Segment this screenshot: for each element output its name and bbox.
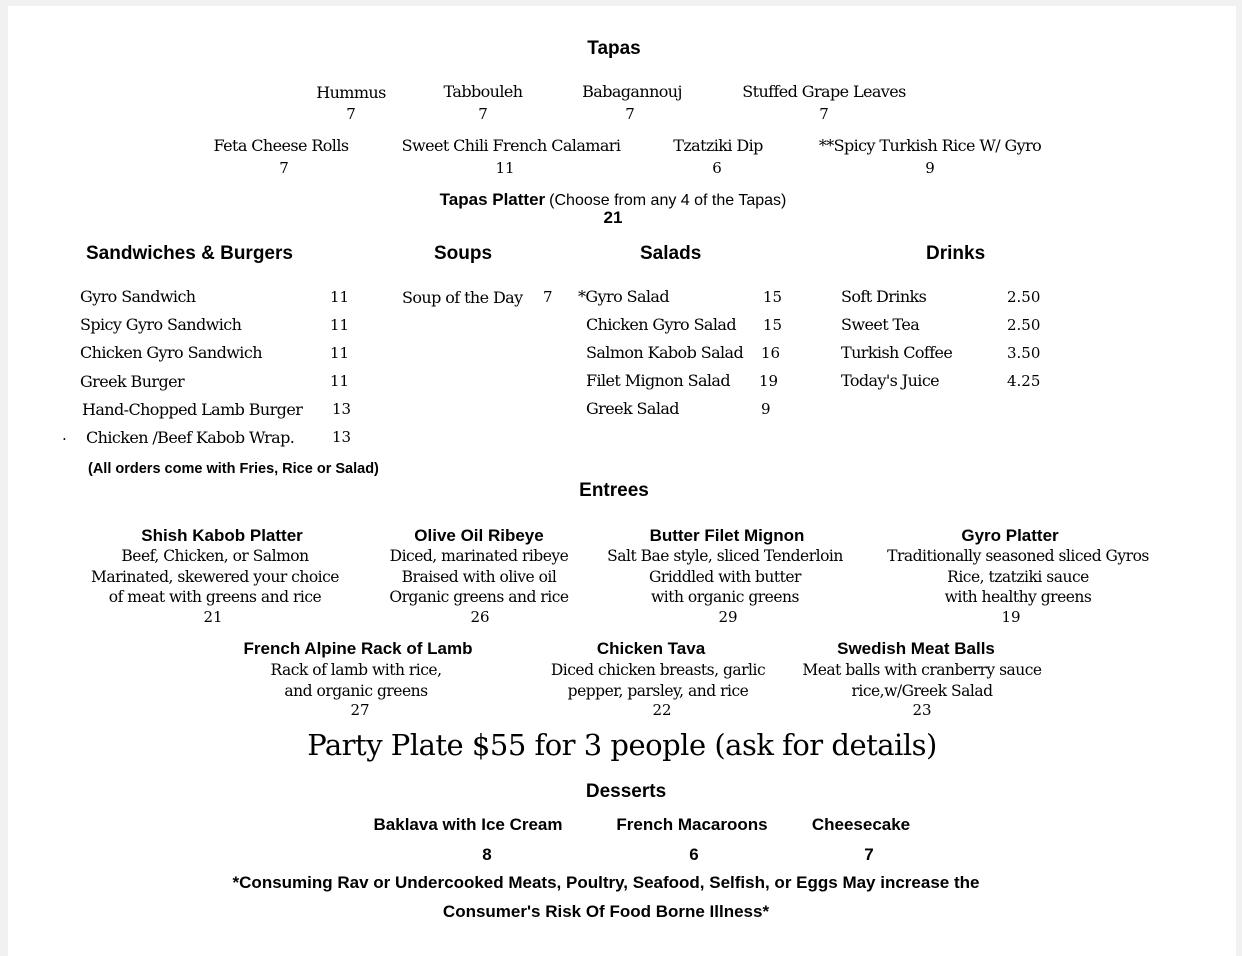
entree-description-line: Rack of lamb with rice, <box>270 661 442 679</box>
salad-item-name: Filet Mignon Salad <box>586 371 730 390</box>
tapas-title: Tapas <box>587 38 641 59</box>
entree-price: 27 <box>350 701 370 719</box>
tapas-item-price: 9 <box>925 159 935 177</box>
entree-description-line: Diced, marinated ribeye <box>389 547 569 565</box>
food-safety-disclaimer: *Consuming Rav or Undercooked Meats, Poultry, Seafood, Selfish, or Eggs May increase the <box>232 873 980 892</box>
tapas-item-name: Tabbouleh <box>443 82 523 101</box>
soup-item-name: Soup of the Day <box>402 288 523 307</box>
sandwich-item-name: Hand-Chopped Lamb Burger <box>82 400 303 419</box>
entree-price: 21 <box>203 608 223 626</box>
salad-item-price: 9 <box>761 400 771 418</box>
salad-item-name: *Gyro Salad <box>578 287 669 306</box>
entree-description-line: Meat balls with cranberry sauce <box>802 661 1042 679</box>
desserts-title: Desserts <box>585 781 667 802</box>
dessert-item-name: Baklava with Ice Cream <box>373 815 563 834</box>
food-safety-disclaimer: Consumer's Risk Of Food Borne Illness* <box>442 902 770 921</box>
salad-item-price: 15 <box>763 288 783 306</box>
entree-description <box>802 660 1041 701</box>
tapas-platter <box>440 190 787 210</box>
sandwich-item-price: 11 <box>330 344 350 362</box>
entree-description-line: and organic greens <box>284 681 428 700</box>
section-title-drinks: Drinks <box>926 243 986 264</box>
entree-description <box>91 546 339 608</box>
entree-description-line: with organic greens <box>651 588 799 606</box>
entree-description-line: Rice, tzatziki sauce <box>947 567 1089 586</box>
tapas-item-name: Tzatziki Dip <box>673 136 763 155</box>
entree-name: Shish Kabob Platter <box>141 526 303 545</box>
salad-item-name: Greek Salad <box>586 399 679 418</box>
drink-item-name: Turkish Coffee <box>841 343 953 362</box>
tapas-item-price: 6 <box>712 159 722 177</box>
menu-page <box>8 6 1236 956</box>
entree-price: 23 <box>912 701 932 719</box>
section-title-salads: Salads <box>640 243 702 264</box>
sandwich-sides-note: (All orders come with Fries, Rice or Salad) <box>88 461 379 477</box>
drink-item-name: Today's Juice <box>841 371 940 390</box>
entree-description-line: Traditionally seasoned sliced Gyros <box>887 547 1149 565</box>
sandwich-item-name: Gyro Sandwich <box>80 287 196 306</box>
entree-name: Swedish Meat Balls <box>837 639 995 658</box>
entrees-title: Entrees <box>579 480 649 501</box>
drink-item-price: 4.25 <box>1007 372 1041 390</box>
sandwich-item-price: 13 <box>332 400 352 418</box>
entree-name: Chicken Tava <box>596 639 706 658</box>
entree-description-line: rice,w/Greek Salad <box>851 681 993 700</box>
dessert-item-price: 8 <box>482 845 492 864</box>
drink-item-price: 2.50 <box>1007 288 1041 306</box>
tapas-item-price: 11 <box>495 159 515 177</box>
entree-name: Olive Oil Ribeye <box>414 526 544 545</box>
tapas-item-price: 7 <box>819 105 829 123</box>
entree-name: Gyro Platter <box>961 526 1059 545</box>
sandwich-item-price: 11 <box>330 372 350 390</box>
tapas-item-price: 7 <box>346 105 356 123</box>
tapas-item-price: 7 <box>478 105 488 123</box>
salad-item-name: Salmon Kabob Salad <box>586 343 744 362</box>
entree-description <box>551 660 765 701</box>
entree-description-line: Salt Bae style, sliced Tenderloin <box>607 547 843 565</box>
tapas-item-name: Babagannouj <box>582 82 682 101</box>
tapas-platter-label: Tapas Platter <box>439 190 546 209</box>
tapas-platter-note: (Choose from any 4 of the Tapas) <box>549 192 787 209</box>
dessert-item-price: 6 <box>689 845 699 864</box>
tapas-item-name: Hummus <box>316 83 386 102</box>
entree-description-line: Marinated, skewered your choice <box>91 567 339 586</box>
tapas-item-name: Feta Cheese Rolls <box>213 136 349 155</box>
party-plate-offer: Party Plate $55 for 3 people (ask for details) <box>307 728 937 762</box>
soup-item-price: 7 <box>543 288 553 306</box>
section-title-soups: Soups <box>434 243 493 264</box>
sandwich-item-name: Chicken Gyro Sandwich <box>80 343 262 362</box>
sandwich-bullet: . <box>62 426 67 444</box>
tapas-item-name: **Spicy Turkish Rice W/ Gyro <box>818 136 1042 155</box>
entree-description <box>270 660 441 701</box>
salad-item-price: 19 <box>759 372 779 390</box>
entree-description <box>607 546 843 608</box>
drink-item-name: Soft Drinks <box>841 287 927 306</box>
salad-item-price: 16 <box>761 344 781 362</box>
entree-name: French Alpine Rack of Lamb <box>243 639 473 658</box>
entree-description-line: Organic greens and rice <box>389 588 569 606</box>
tapas-platter-price: 21 <box>603 208 623 227</box>
entree-price: 19 <box>1001 608 1021 626</box>
entree-name: Butter Filet Mignon <box>649 526 805 545</box>
dessert-item-name: Cheesecake <box>811 815 911 834</box>
entree-price: 22 <box>652 701 672 719</box>
dessert-item-price: 7 <box>864 845 874 864</box>
tapas-item-name: Sweet Chili French Calamari <box>401 136 621 155</box>
entree-description-line: with healthy greens <box>944 588 1092 606</box>
entree-description-line: Diced chicken breasts, garlic <box>550 661 766 679</box>
drink-item-price: 2.50 <box>1007 316 1041 334</box>
entree-description <box>887 546 1149 608</box>
entree-description-line: pepper, parsley, and rice <box>567 681 749 700</box>
sandwich-item-price: 13 <box>332 428 352 446</box>
entree-price: 29 <box>718 608 738 626</box>
section-title-sandwiches: Sandwiches & Burgers <box>86 243 293 264</box>
tapas-item-price: 7 <box>279 159 289 177</box>
sandwich-item-price: 11 <box>330 288 350 306</box>
entree-description <box>389 546 568 608</box>
sandwich-item-price: 11 <box>330 316 350 334</box>
sandwich-item-name: Chicken /Beef Kabob Wrap. <box>86 428 295 447</box>
sandwich-item-name: Spicy Gyro Sandwich <box>80 315 242 334</box>
drink-item-name: Sweet Tea <box>841 315 920 334</box>
drink-item-price: 3.50 <box>1007 344 1041 362</box>
entree-price: 26 <box>470 608 490 626</box>
tapas-item-price: 7 <box>625 105 635 123</box>
entree-description-line: Griddled with butter <box>649 567 801 586</box>
salad-item-price: 15 <box>763 316 783 334</box>
entree-description-line: Braised with olive oil <box>401 567 557 586</box>
salad-item-name: Chicken Gyro Salad <box>586 315 736 334</box>
dessert-item-name: French Macaroons <box>616 815 768 834</box>
entree-description-line: Beef, Chicken, or Salmon <box>121 547 309 565</box>
sandwich-item-name: Greek Burger <box>80 372 185 391</box>
entree-description-line: of meat with greens and rice <box>108 588 322 606</box>
tapas-item-name: Stuffed Grape Leaves <box>742 82 906 101</box>
